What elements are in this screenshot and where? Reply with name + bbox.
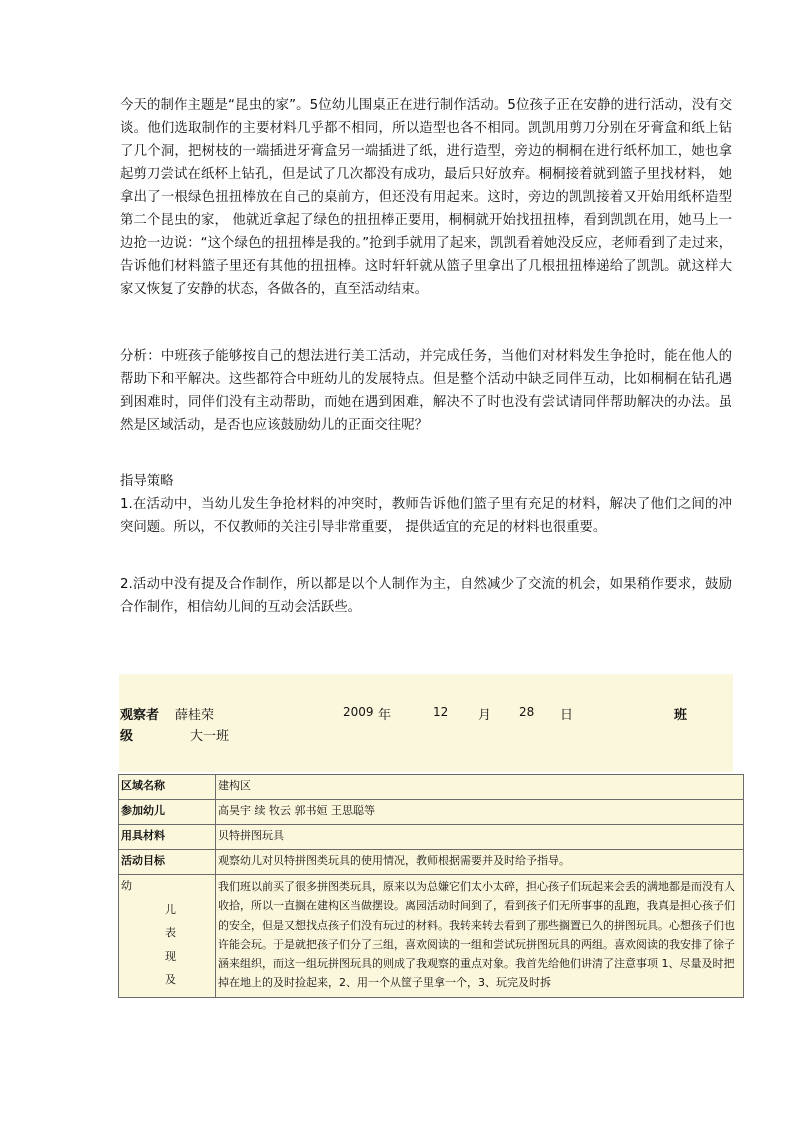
- detail-label-char: 表: [165, 926, 176, 939]
- strategy-title: 指导策略: [120, 474, 174, 489]
- row-label: 用具材料: [119, 825, 216, 850]
- strategy-section: [120, 470, 732, 539]
- detail-label: [119, 875, 216, 998]
- observation-table: [118, 774, 744, 998]
- year-unit: 年: [378, 708, 392, 723]
- observation-header: [119, 674, 733, 772]
- class-name: 大一班: [190, 729, 230, 744]
- detail-label-char: 现: [165, 949, 176, 963]
- row-value: 观察幼儿对贝特拼图类玩具的使用情况，教师根据需要并及时给予指导。: [216, 850, 744, 875]
- row-label: 活动目标: [119, 850, 216, 875]
- strategy-item-2: 2.活动中没有提及合作制作，所以都是以个人制作为主，自然减少了交流的机会，如果稍作要求，鼓励合作制作，相信幼儿间的互动会活跃些。: [120, 577, 732, 615]
- table-row: [119, 775, 744, 800]
- detail-label-char: 及: [165, 973, 176, 986]
- month-unit: 月: [478, 708, 492, 723]
- table-row: [119, 875, 744, 998]
- narrative-paragraph: 今天的制作主题是“昆虫的家”。5位幼儿围桌正在进行制作活动。5位孩子正在安静的进行活动，没有交谈。他们选取制作的主要材料几乎都不相同，所以造型也各不相同。凯凯用剪刀分别在牙膏盒和纸上钻了几个洞，把树枝的一端插进牙膏盒另一端插进了纸，进行造型，旁边的桐桐在进行纸杯加工，她也拿起剪刀尝试在纸杯上钻孔，但是试了几次都没有成功，最后只好放弃。桐桐接着就到篮子里找材料， 她拿出了一根绿色扭扭棒放在自己的桌前方，但还没有用起来。这时，旁边的凯凯接着又开始用纸杯造型第二个昆虫的家， 他就近拿起了绿色的扭扭棒正要用，桐桐就开始找扭扭棒，看到凯凯在用，她马上一边抢一边说：“这个绿色的扭扭棒是我的。”抢到手就用了起来，凯凯看着她没反应，老师看到了走过来，告诉他们材料篮子里还有其他的扭扭棒。这时轩轩就从篮子里拿出了几根扭扭棒递给了凯凯。就这样大家又恢复了安静的状态，各做各的，直至活动结束。: [120, 98, 732, 297]
- observation-day: 28: [519, 705, 535, 719]
- detail-text: 我们班以前买了很多拼图类玩具，原来以为总嫌它们太小太碎，担心孩子们玩起来会丢的满地都是而没有人收拾，所以一直搁在建构区当做摆设。离园活动时间到了，看到孩子们无所事事的乱跑，我真是担心孩子们的安全，但是又想找点孩子们没有玩过的材料。我转来转去看到了那些搁置已久的拼图玩具。心想孩子们也许能会玩。于是就把孩子们分了三组，喜欢阅读的一组和尝试玩拼图玩具的两组。喜欢阅读的我安排了徐子涵来组织，而这一组玩拼图玩具的则成了我观察的重点对象。我首先给他们讲清了注意事项 1、尽量及时把掉在地上的及时捡起来，2、用一个从筐子里拿一个，3、玩完及时拆: [216, 875, 744, 998]
- row-label: 参加幼儿: [119, 800, 216, 825]
- detail-label-char: 儿: [165, 902, 176, 916]
- row-label: 区域名称: [119, 775, 216, 800]
- observation-year: 2009: [343, 705, 374, 719]
- table-row: [119, 800, 744, 825]
- row-value: 建构区: [216, 775, 744, 800]
- row-value: 贝特拼图玩具: [216, 825, 744, 850]
- class-label-2: 级: [120, 729, 134, 744]
- row-value: 高昊宇 续 牧云 郭书姮 王思聪等: [216, 800, 744, 825]
- detail-label-char: 幼: [121, 879, 132, 892]
- class-label-1: 班: [674, 708, 688, 723]
- observation-month: 12: [433, 705, 449, 719]
- analysis-paragraph: 分析：中班孩子能够按自己的想法进行美工活动，并完成任务，当他们对材料发生争抢时，能在他人的帮助下和平解决。这些都符合中班幼儿的发展特点。但是整个活动中缺乏同伴互动，比如桐桐在钻孔遇到困难时，同伴们没有主动帮助，而她在遇到困难，解决不了时也没有尝试请同伴帮助解决的办法。虽然是区域活动，是否也应该鼓励幼儿的正面交往呢？: [120, 349, 732, 433]
- observer-name: 薛桂荣: [175, 708, 215, 723]
- day-unit: 日: [560, 708, 574, 723]
- observer-label: 观察者: [120, 708, 160, 723]
- table-row: [119, 825, 744, 850]
- table-row: [119, 850, 744, 875]
- strategy-item-1: 1.在活动中，当幼儿发生争抢材料的冲突时，教师告诉他们篮子里有充足的材料，解决了他们之间的冲突问题。所以，不仅教师的关注引导非常重要， 提供适宜的充足的材料也很重要。: [120, 497, 732, 535]
